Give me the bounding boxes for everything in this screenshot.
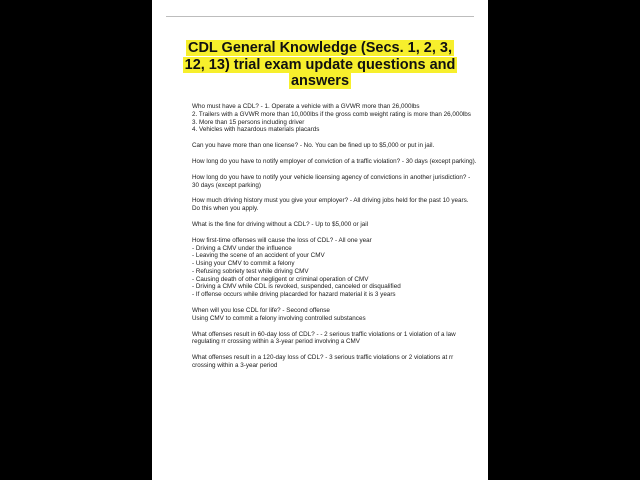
qa-line: 2. Trailers with a GVWR more than 10,000lbs if the gross comb weight rating is more than 26,000lbs: [192, 110, 471, 118]
qa-item-60-day-loss: [192, 331, 478, 347]
qa-line: - Using your CMV to commit a felony: [192, 260, 295, 268]
title-line-1: CDL General Knowledge (Secs. 1, 2, 3,: [187, 40, 453, 56]
title-line-3: answers: [290, 73, 350, 89]
qa-line: Using CMV to commit a felony involving controlled substances: [192, 314, 366, 322]
qa-line: - Driving a CMV under the influence: [192, 244, 292, 252]
qa-line: - If offense occurs while driving placarded for hazard material it is 3 years: [192, 291, 396, 299]
document-title: [162, 40, 478, 90]
title-highlight: [183, 40, 458, 89]
qa-line: How first-time offenses will cause the loss of CDL? - All one year: [192, 236, 372, 244]
qa-list: [192, 103, 478, 378]
qa-line: 3. More than 15 persons including driver: [192, 118, 305, 126]
qa-line: What is the fine for driving without a CDL? - Up to $5,000 or jail: [192, 220, 369, 228]
qa-line: - Refusing sobriety test while driving CMV: [192, 267, 309, 275]
qa-line: - Causing death of other negligent or criminal operation of CMV: [192, 275, 369, 283]
qa-line: How long do you have to notify employer of conviction of a traffic violation? - 30 days (except parking).: [192, 157, 477, 165]
qa-line: - Leaving the scene of an accident of your CMV: [192, 252, 325, 260]
qa-line: Who must have a CDL? - 1. Operate a vehicle with a GVWR more than 26,000lbs: [192, 103, 420, 110]
qa-item-notify-licensing-agency: [192, 174, 478, 190]
qa-item-driving-history: [192, 197, 478, 213]
qa-line: What offenses result in a 120-day loss of CDL? - 3 serious traffic violations or 2 violations at rr crossing within a 3-year period: [192, 354, 454, 369]
title-line-2: 12, 13) trial exam update questions and: [184, 56, 456, 73]
qa-item-notify-employer: [192, 158, 478, 166]
top-divider: [166, 16, 474, 17]
qa-line: 4. Vehicles with hazardous materials placards: [192, 126, 320, 134]
qa-line: - Driving a CMV while CDL is revoked, suspended, canceled or disqualified: [192, 283, 401, 291]
qa-line: Can you have more than one license? - No. You can be fined up to $5,000 or put in jail.: [192, 142, 435, 150]
qa-item-fine-without-cdl: [192, 221, 478, 229]
document-page: [152, 0, 488, 480]
qa-line: When will you lose CDL for life? - Second offense: [192, 306, 330, 314]
qa-item-who-must-have-cdl: [192, 103, 478, 134]
qa-line: What offenses result in 60-day loss of CDL? - - 2 serious traffic violations or 1 violation of a law regulating rr crossing within a 3-year period involving a CMV: [192, 330, 456, 346]
qa-item-120-day-loss: [192, 354, 478, 370]
qa-item-more-than-one-license: [192, 142, 478, 150]
qa-item-first-time-offenses: [192, 237, 478, 299]
qa-line: How long do you have to notify your vehicle licensing agency of convictions in another jurisdiction? - 30 days (except parking): [192, 173, 471, 189]
qa-item-lose-cdl-for-life: [192, 307, 478, 323]
qa-line: How much driving history must you give your employer? - All driving jobs held for the past 10 years. Do this when you apply.: [192, 197, 469, 213]
